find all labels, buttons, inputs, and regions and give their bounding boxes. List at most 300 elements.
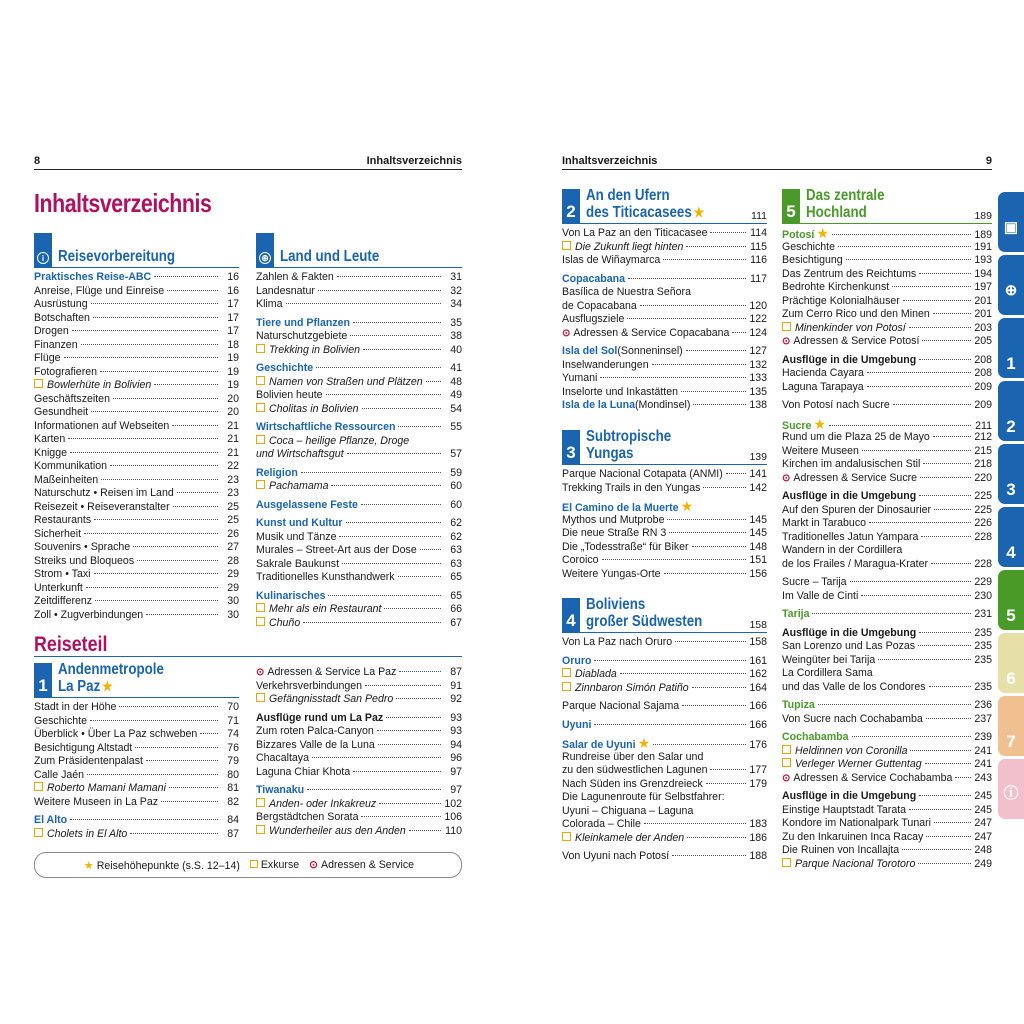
entry-title: ⊙ Adressen & Service Sucre (782, 472, 917, 486)
toc-entry[interactable] (562, 719, 767, 733)
entry-page: 84 (227, 814, 239, 826)
toc-entry[interactable] (256, 285, 462, 299)
excursus-entry[interactable] (256, 693, 462, 707)
entry-page: 87 (450, 666, 462, 678)
toc-entry[interactable] (34, 487, 239, 501)
entry-title: Zum Präsidentenpalast (34, 755, 143, 767)
toc-entry[interactable] (782, 804, 992, 818)
entry-title: Klima (256, 298, 283, 310)
dot-leader (594, 660, 746, 661)
dot-leader (398, 426, 441, 427)
dot-leader (653, 744, 746, 745)
dot-leader (861, 595, 971, 596)
toc-entry[interactable] (782, 517, 992, 531)
excursus-entry[interactable] (562, 682, 767, 696)
tab-chapter-6[interactable] (998, 633, 1024, 693)
entry-title: Rundreise über den Salar und (562, 750, 704, 763)
entry-page: 82 (227, 795, 239, 808)
entry-title: ⊙ Adressen & Service Potosí (782, 335, 919, 349)
tab-chapter-4[interactable] (998, 507, 1024, 567)
toc-entry[interactable] (562, 399, 767, 413)
entry-title: Diablada (562, 668, 617, 682)
entry-page: 115 (750, 240, 767, 253)
toc-entry[interactable] (34, 271, 239, 285)
toc-entry[interactable] (256, 544, 462, 558)
dot-leader (627, 318, 746, 319)
star-icon: ★ (680, 498, 694, 514)
entry-page: 225 (974, 503, 992, 516)
entry-title: Die „Todesstraße“ für Biker (562, 540, 689, 553)
entry-title: Strom • Taxi (34, 568, 91, 580)
entry-title: Kunst und Kultur (256, 517, 343, 529)
entry-page: 209 (974, 380, 992, 393)
entry-page: 194 (974, 267, 992, 280)
entry-title: Die Lagunenroute für Selbstfahrer: (562, 791, 725, 803)
dot-leader (669, 532, 746, 533)
entry-page: 201 (974, 308, 992, 320)
entry-title: Geschichte (34, 714, 87, 727)
dot-leader (594, 724, 746, 725)
excursus-entry[interactable] (782, 858, 992, 872)
tab-chapter-2[interactable] (998, 381, 1024, 441)
legend-addresses: ⊙ Adressen & Service (309, 859, 415, 871)
toc-entry[interactable] (256, 766, 462, 780)
toc-entry[interactable] (256, 712, 462, 726)
toc-entry[interactable] (562, 313, 767, 327)
toc-entry[interactable] (562, 345, 767, 359)
entry-page: 247 (974, 817, 992, 829)
toc-entry[interactable] (34, 728, 239, 742)
dot-leader (361, 816, 441, 817)
entry-list (256, 666, 462, 838)
entry-title: Nach Süden ins Grenzdreieck (562, 777, 703, 790)
excursus-entry[interactable] (256, 798, 462, 812)
toc-entry[interactable] (782, 790, 992, 804)
toc-entry[interactable] (34, 339, 239, 353)
toc-entry[interactable] (562, 482, 767, 496)
toc-entry[interactable] (782, 544, 992, 558)
entry-title: Weitere Yungas-Orte (562, 567, 661, 580)
toc-entry[interactable] (562, 655, 767, 669)
excursus-entry[interactable] (256, 435, 462, 449)
toc-entry[interactable] (562, 700, 767, 714)
entry-title: Kleinkamele der Anden (562, 832, 684, 846)
toc-entry[interactable] (256, 752, 462, 766)
toc-entry[interactable] (34, 541, 239, 555)
toc-entry[interactable] (34, 312, 239, 326)
toc-entry[interactable] (562, 359, 767, 373)
address-entry[interactable] (562, 327, 767, 341)
dot-leader (919, 495, 971, 496)
entry-title: Anreise, Flüge und Einreise (34, 284, 165, 297)
toc-entry[interactable] (782, 295, 992, 309)
dot-leader (307, 789, 441, 790)
toc-entry[interactable] (782, 431, 992, 445)
entry-title: Inselwanderungen (562, 358, 649, 371)
toc-entry[interactable] (34, 582, 239, 596)
entry-title: Ausflugsziele (562, 313, 625, 325)
excursus-entry[interactable] (782, 745, 992, 759)
toc-entry[interactable] (34, 814, 239, 828)
toc-entry[interactable] (562, 514, 767, 528)
toc-entry[interactable] (256, 811, 462, 825)
toc-entry[interactable] (782, 281, 992, 295)
toc-entry[interactable] (34, 568, 239, 582)
toc-entry[interactable] (256, 317, 462, 331)
dot-leader (331, 485, 441, 486)
entry-title: Mythos und Mutprobe (562, 513, 665, 526)
entry-title: Ausflüge in die Umgebung (782, 790, 917, 802)
entry-page: 235 (974, 653, 992, 666)
toc-entry[interactable] (562, 764, 767, 778)
entry-title: Chacaltaya (256, 752, 309, 764)
excursus-entry[interactable] (782, 322, 992, 336)
dot-leader (318, 290, 441, 291)
entry-title: Fotografieren (34, 365, 98, 378)
toc-entry[interactable] (256, 680, 462, 694)
entry-title: Gefängnisstadt San Pedro (256, 693, 393, 707)
toc-entry[interactable] (256, 499, 462, 513)
entry-title: zu den südwestlichen Lagunen (562, 764, 708, 776)
toc-entry[interactable] (34, 474, 239, 488)
toc-entry[interactable] (34, 447, 239, 461)
dot-leader (362, 408, 441, 409)
entry-list (34, 268, 239, 622)
toc-entry[interactable] (782, 241, 992, 255)
entry-page: 60 (450, 498, 462, 511)
toc-entry[interactable] (782, 254, 992, 268)
excursus-entry[interactable] (256, 617, 462, 631)
entry-page: 230 (974, 589, 992, 602)
entry-title: Tiere und Pflanzen (256, 316, 350, 329)
excursus-entry[interactable] (34, 782, 239, 796)
dot-leader (81, 344, 218, 345)
toc-entry[interactable] (256, 558, 462, 572)
entry-title: Unterkunft (34, 581, 83, 594)
toc-entry[interactable] (256, 725, 462, 739)
section-title: Boliviens großer Südwesten (586, 596, 703, 630)
entry-page: 166 (749, 718, 767, 731)
section-header (34, 661, 239, 698)
toc-entry[interactable] (256, 739, 462, 753)
entry-title: Rund um die Plaza 25 de Mayo (782, 431, 930, 443)
entry-title: Potosí (782, 229, 815, 241)
entry-page: 110 (445, 824, 462, 837)
toc-entry[interactable] (782, 627, 992, 641)
toc-entry[interactable] (782, 531, 992, 545)
entry-page: 97 (450, 784, 462, 796)
entry-title: La Cordillera Sama (782, 667, 873, 679)
entry-page: 66 (450, 603, 462, 615)
dot-leader (161, 801, 218, 802)
toc-entry[interactable] (562, 541, 767, 555)
entry-title: Bergstädtchen Sorata (256, 811, 359, 823)
entry-page: 145 (749, 513, 767, 526)
toc-entry[interactable] (34, 528, 239, 542)
toc-entry[interactable] (34, 285, 239, 299)
toc-entry[interactable] (34, 755, 239, 769)
entry-page: 67 (450, 616, 462, 629)
entry-title: ⊙ Adressen & Service Cochabamba (782, 772, 952, 786)
entry-page: 124 (749, 326, 767, 339)
entry-page: 142 (749, 481, 767, 494)
toc-entry[interactable] (782, 415, 992, 432)
dot-leader (70, 819, 218, 820)
excursus-entry[interactable] (562, 241, 767, 255)
toc-entry[interactable] (782, 831, 992, 845)
toc-entry[interactable] (782, 590, 992, 604)
dot-leader (850, 581, 971, 582)
toc-entry[interactable] (34, 555, 239, 569)
toc-entry[interactable] (782, 608, 992, 622)
entry-page: 179 (749, 777, 767, 790)
entry-page: 243 (974, 771, 992, 784)
entry-title: Markt in Tarabuco (782, 517, 867, 529)
toc-entry[interactable] (782, 490, 992, 504)
section-header (562, 187, 767, 224)
entry-title: Landesnatur (256, 284, 315, 297)
entry-page: 208 (974, 353, 992, 366)
page-title: Inhaltsverzeichnis (34, 188, 212, 218)
tab-globe-icon[interactable] (998, 255, 1024, 315)
entry-title: Praktisches Reise-ABC (34, 271, 152, 283)
toc-entry[interactable] (34, 393, 239, 407)
toc-entry[interactable] (34, 715, 239, 729)
excursus-entry[interactable] (256, 376, 462, 390)
entry-title: Minenkinder von Potosí (782, 322, 906, 336)
entry-title: Kondore im Nationalpark Tunari (782, 817, 931, 829)
toc-entry[interactable] (562, 850, 767, 864)
toc-entry[interactable] (782, 227, 992, 241)
toc-entry[interactable] (782, 817, 992, 831)
dot-leader (172, 425, 218, 426)
toc-entry[interactable] (562, 791, 767, 805)
toc-entry[interactable] (562, 737, 767, 751)
dot-leader (146, 614, 218, 615)
dot-leader (396, 698, 441, 699)
suitcase-icon: ▣ (1003, 219, 1019, 236)
toc-entry[interactable] (256, 389, 462, 403)
entry-title: Die Ruinen von Incallajta (782, 844, 900, 856)
toc-entry[interactable] (34, 352, 239, 366)
section-page: 111 (751, 210, 767, 222)
entry-page: 57 (450, 448, 462, 460)
toc-entry[interactable] (34, 406, 239, 420)
toc-entry[interactable] (782, 731, 992, 745)
dot-leader (926, 718, 971, 719)
toc-entry[interactable] (34, 420, 239, 434)
toc-entry[interactable] (256, 467, 462, 481)
toc-entry[interactable] (256, 362, 462, 376)
dot-leader (86, 587, 218, 588)
toc-entry[interactable] (562, 778, 767, 792)
toc-entry[interactable] (562, 386, 767, 400)
toc-entry[interactable] (256, 517, 462, 531)
toc-entry[interactable] (782, 399, 992, 413)
toc-entry[interactable] (34, 366, 239, 380)
toc-entry[interactable] (782, 640, 992, 654)
entry-page: 193 (974, 254, 992, 266)
toc-entry[interactable] (562, 468, 767, 482)
toc-entry[interactable] (782, 713, 992, 727)
excursus-entry[interactable] (256, 603, 462, 617)
toc-entry[interactable] (562, 805, 767, 819)
toc-entry[interactable] (562, 273, 767, 287)
entry-title: Maßeinheiten (34, 473, 99, 486)
entry-list (562, 633, 767, 864)
toc-entry[interactable] (34, 298, 239, 312)
toc-entry[interactable] (562, 286, 767, 300)
excursus-entry[interactable] (256, 403, 462, 417)
dot-leader (869, 522, 971, 523)
section-header (34, 234, 239, 268)
entry-page: 228 (974, 530, 992, 543)
toc-entry[interactable] (34, 701, 239, 715)
toc-entry[interactable] (782, 381, 992, 395)
toc-entry[interactable] (782, 458, 992, 472)
toc-entry[interactable] (256, 571, 462, 585)
entry-title: Ausflüge in die Umgebung (782, 490, 917, 502)
excursus-entry[interactable] (256, 480, 462, 494)
tab-chapter-3[interactable] (998, 444, 1024, 504)
toc-entry[interactable] (34, 514, 239, 528)
excursus-entry[interactable] (34, 828, 239, 842)
entry-page: 71 (227, 714, 239, 727)
entry-page: 40 (450, 343, 462, 356)
entry-page: 59 (450, 466, 462, 479)
section-title: Andenmetropole La Paz ★ (58, 661, 164, 695)
toc-entry[interactable] (562, 568, 767, 582)
dot-leader (119, 706, 218, 707)
toc-entry[interactable] (782, 308, 992, 322)
excursus-entry[interactable] (34, 379, 239, 393)
entry-title: Naturschutz • Reisen im Land (34, 487, 174, 499)
tab-chapter-5[interactable] (998, 570, 1024, 630)
dot-leader (878, 659, 971, 660)
entry-title: Geschichte (256, 362, 314, 374)
toc-entry[interactable] (782, 576, 992, 590)
address-entry[interactable] (782, 772, 992, 786)
toc-entry[interactable] (34, 433, 239, 447)
toc-entry[interactable] (782, 558, 992, 572)
dot-leader (706, 783, 746, 784)
entry-page: 102 (444, 797, 462, 810)
toc-entry[interactable] (562, 751, 767, 765)
entry-title: Salar de Uyuni (562, 739, 636, 751)
entry-page: 25 (227, 500, 239, 513)
toc-entry[interactable] (256, 421, 462, 435)
address-entry[interactable] (256, 666, 462, 680)
toc-entry[interactable] (34, 460, 239, 474)
toc-entry[interactable] (562, 500, 767, 514)
right-page (562, 150, 992, 890)
excursus-entry[interactable] (782, 758, 992, 772)
excursus-entry[interactable] (562, 668, 767, 682)
toc-entry[interactable] (256, 330, 462, 344)
toc-entry[interactable] (256, 590, 462, 604)
entry-title: Bizzares Valle de la Luna (256, 738, 375, 751)
entry-page: 23 (227, 487, 239, 499)
toc-entry[interactable] (256, 448, 462, 462)
toc-entry[interactable] (782, 268, 992, 282)
toc-entry[interactable] (256, 271, 462, 285)
entry-page: 28 (227, 554, 239, 567)
entry-title: Besichtigung (782, 254, 843, 266)
dot-leader (918, 863, 971, 864)
toc-entry[interactable] (256, 784, 462, 798)
toc-entry[interactable] (562, 300, 767, 314)
dot-leader (934, 509, 971, 510)
entry-title: Traditionelles Jatun Yampara (782, 530, 919, 543)
excursus-entry[interactable] (256, 825, 462, 839)
toc-entry[interactable] (782, 699, 992, 713)
toc-entry[interactable] (562, 527, 767, 541)
entry-title: Gesundheit (34, 406, 89, 418)
toc-entry[interactable] (34, 595, 239, 609)
section-page: 189 (974, 210, 992, 222)
dot-leader (933, 313, 971, 314)
toc-entry[interactable] (562, 372, 767, 386)
dot-leader (933, 436, 971, 437)
toc-entry[interactable] (34, 796, 239, 810)
toc-entry[interactable] (34, 742, 239, 756)
toc-entry[interactable] (562, 818, 767, 832)
toc-entry[interactable] (256, 298, 462, 312)
entry-title: Geschichte (782, 240, 835, 253)
toc-entry[interactable] (562, 227, 767, 241)
toc-entry[interactable] (782, 367, 992, 381)
globe-icon: ⊕ (256, 233, 274, 267)
address-entry[interactable] (782, 472, 992, 486)
tab-label: 6 (1006, 669, 1016, 688)
entry-title: de Copacabana (562, 299, 637, 312)
toc-entry[interactable] (562, 554, 767, 568)
toc-entry[interactable] (34, 501, 239, 515)
toc-entry[interactable] (562, 254, 767, 268)
toc-entry[interactable] (256, 531, 462, 545)
tab-suitcase-icon[interactable] (998, 192, 1024, 252)
toc-entry[interactable] (782, 667, 992, 681)
toc-entry[interactable] (782, 504, 992, 518)
dot-leader (728, 796, 746, 797)
toc-entry[interactable] (782, 354, 992, 368)
dot-leader (347, 453, 441, 454)
toc-entry[interactable] (782, 654, 992, 668)
excursus-entry[interactable] (256, 344, 462, 358)
toc-entry[interactable] (562, 636, 767, 650)
excursus-entry[interactable] (562, 832, 767, 846)
dot-leader (328, 595, 441, 596)
legend-highlights: ★ Reisehöhepunkte (s.S. 12–14) (83, 859, 240, 872)
address-entry[interactable] (782, 335, 992, 349)
entry-page: 225 (974, 490, 992, 502)
toc-entry[interactable] (782, 681, 992, 695)
toc-entry[interactable] (34, 769, 239, 783)
tab-info-icon[interactable] (998, 759, 1024, 819)
tab-chapter-7[interactable] (998, 696, 1024, 756)
entry-page: 177 (749, 764, 767, 776)
entry-title: Von Sucre nach Cochabamba (782, 712, 923, 725)
toc-entry[interactable] (782, 445, 992, 459)
section-title: Das zentrale Hochland (806, 187, 885, 221)
entry-page: 19 (227, 352, 239, 364)
toc-entry[interactable] (34, 609, 239, 623)
entry-page: 241 (974, 744, 992, 757)
section-header (562, 596, 767, 633)
tab-chapter-1[interactable] (998, 318, 1024, 378)
toc-entry[interactable] (34, 325, 239, 339)
toc-entry[interactable] (782, 844, 992, 858)
